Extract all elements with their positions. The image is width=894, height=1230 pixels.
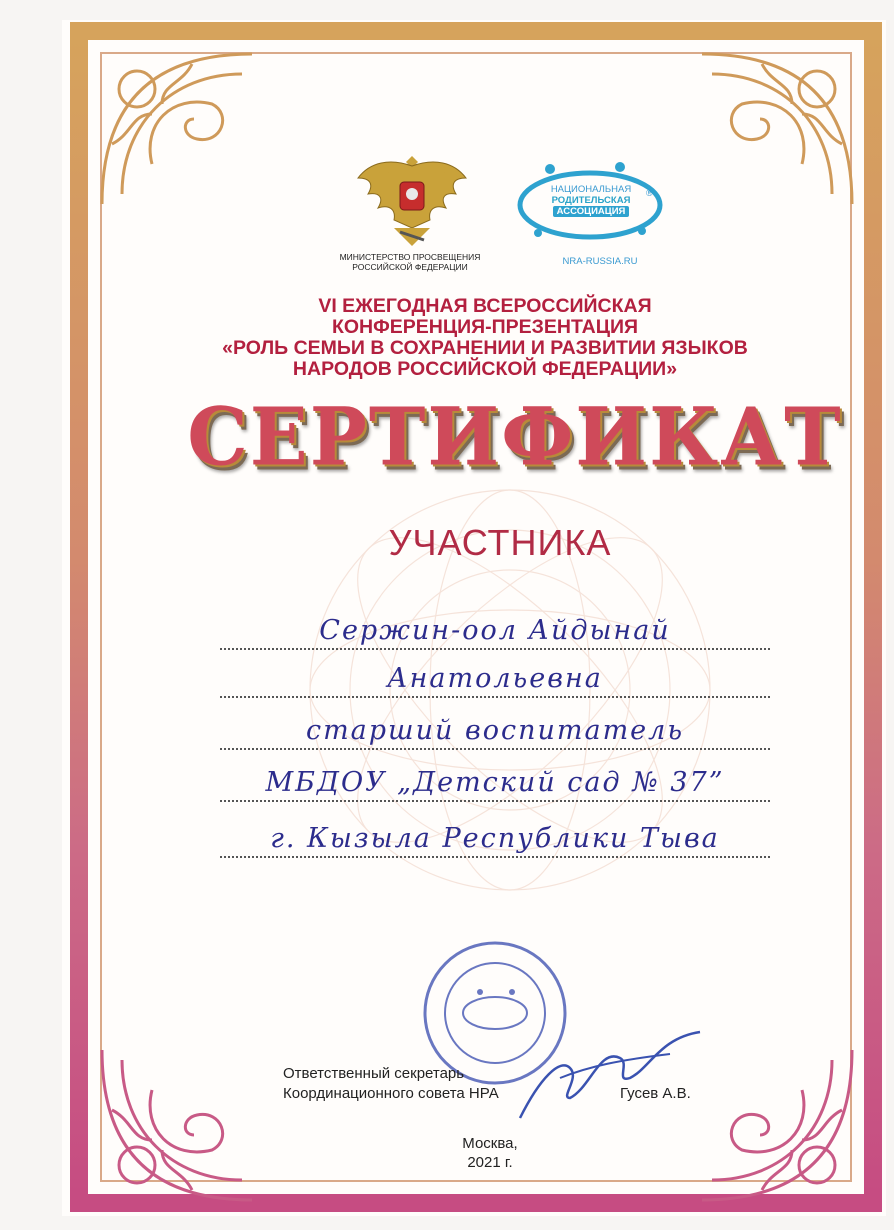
nra-logo-line: РОДИТЕЛЬСКАЯ <box>551 195 631 206</box>
recipient-line <box>220 808 770 858</box>
corner-ornament <box>692 1040 862 1210</box>
conference-line: НАРОДОВ РОССИЙСКОЙ ФЕДЕРАЦИИ» <box>292 358 678 380</box>
issue-city: Москва, <box>462 1135 518 1152</box>
issue-year: 2021 г. <box>467 1154 513 1171</box>
recipient-line <box>220 600 770 650</box>
certificate-title: СЕРТИФИКАТ <box>187 389 843 484</box>
recipient-line <box>220 648 770 698</box>
recipient-line <box>220 700 770 750</box>
corner-ornament <box>92 1040 262 1210</box>
conference-line: «РОЛЬ СЕМЬИ В СОХРАНЕНИИ И РАЗВИТИИ ЯЗЫКОВ <box>222 337 748 359</box>
recipient-line <box>220 752 770 802</box>
recipient-position: старший воспитатель <box>305 715 685 746</box>
recipient-name: Сержин-оол Айдынай <box>319 615 671 646</box>
certificate-subtitle: УЧАСТНИКА <box>388 522 612 563</box>
nra-logo-line: НАЦИОНАЛЬНАЯ <box>550 184 632 195</box>
ministry-emblem-icon <box>350 148 474 252</box>
secretary-title-line: Ответственный секретарь <box>283 1065 465 1082</box>
secretary-title <box>283 1064 543 1104</box>
corner-ornament <box>692 44 862 214</box>
conference-title <box>140 296 830 380</box>
nra-logo-text <box>536 184 646 217</box>
conference-line: VI ЕЖЕГОДНАЯ ВСЕРОССИЙСКАЯ <box>318 295 652 317</box>
nra-logo-line: АССОЦИАЦИЯ <box>553 206 630 217</box>
issue-place-date <box>430 1134 550 1172</box>
secretary-title-line: Координационного совета НРА <box>283 1085 499 1102</box>
registered-mark: ® <box>646 188 653 198</box>
recipient-organization: МБДОУ „Детский сад № 37” <box>265 767 725 798</box>
corner-ornament <box>92 44 262 214</box>
signer-name: Гусев А.В. <box>620 1085 691 1102</box>
recipient-city: г. Кызыла Республики Тыва <box>270 823 720 854</box>
nra-website: NRA-RUSSIA.RU <box>562 256 638 267</box>
ministry-name: МИНИСТЕРСТВО ПРОСВЕЩЕНИЯ РОССИЙСКОЙ ФЕДЕРАЦИИ <box>339 252 481 272</box>
conference-line: КОНФЕРЕНЦИЯ-ПРЕЗЕНТАЦИЯ <box>331 316 639 338</box>
recipient-patronymic: Анатольевна <box>387 663 603 694</box>
